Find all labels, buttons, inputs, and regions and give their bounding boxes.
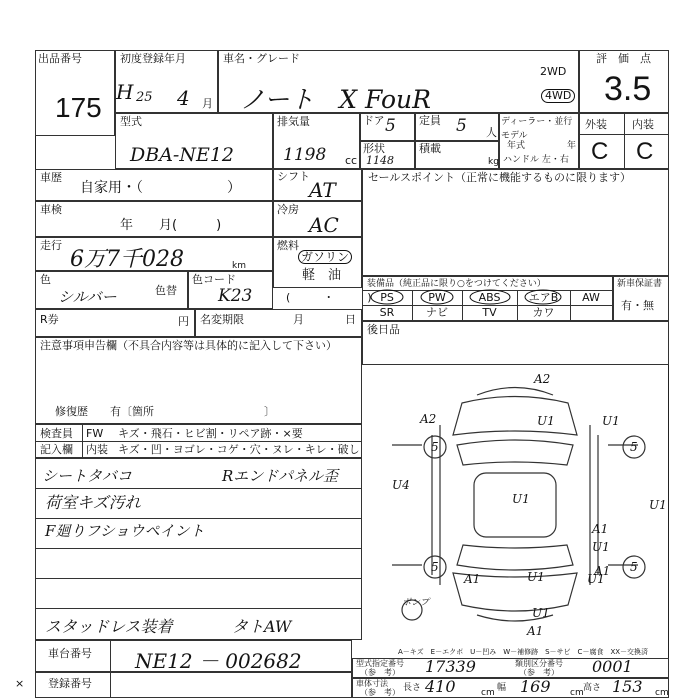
- cap-label: 定員: [419, 114, 441, 127]
- equip-aw: AW: [582, 291, 600, 304]
- name-change-label: 名変期限: [200, 313, 244, 326]
- door-label: ドア: [363, 114, 385, 127]
- mark-u1-right-mid: U1: [592, 540, 610, 554]
- windshield: [457, 440, 573, 465]
- warranty-value: 有・無: [621, 299, 654, 312]
- reg-no-label: 登録番号: [48, 677, 92, 690]
- name-change-day: 日: [345, 313, 356, 326]
- disp-unit: cc: [345, 154, 358, 167]
- length-value: 410: [425, 677, 456, 696]
- drive-2wd: 2WD: [540, 65, 567, 78]
- mark-5-fr: 5: [630, 440, 638, 454]
- name-change-month: 月: [293, 313, 304, 326]
- disp-value: 1198: [283, 145, 327, 165]
- recycle-unit: 円: [178, 315, 189, 328]
- x-mark: ×: [15, 677, 25, 690]
- equip-leather: カワ: [532, 306, 555, 319]
- color-label: 色: [40, 273, 51, 286]
- equip-navi: ナビ: [426, 306, 448, 319]
- chassis-value: NE12 － 002682: [135, 649, 302, 673]
- equip-pw: PW: [428, 291, 446, 304]
- model-value: DBA-NE12: [130, 144, 235, 166]
- model-year-unit: 年: [567, 141, 577, 151]
- remark-line1b: Rエンドパネル歪: [222, 467, 338, 485]
- color-value: シルバー: [58, 288, 117, 306]
- size-label: 車体寸法: [356, 679, 388, 688]
- history-label: 車歴: [40, 171, 62, 184]
- mark-u1-trunk: U1: [527, 570, 545, 584]
- width-label: 幅: [497, 683, 507, 693]
- mark-u1-right-front: U1: [602, 414, 620, 428]
- lot-label: 出品番号: [38, 52, 82, 65]
- remark-line4b: タトAW: [232, 617, 292, 636]
- recycle-label: R券: [40, 313, 59, 326]
- warranty-label: 新車保証書: [617, 279, 663, 289]
- equip-ps: PS: [380, 291, 394, 304]
- repair-label: 修復歴 有〔箇所 〕: [55, 405, 275, 418]
- remark-line2: 荷室キズ汚れ: [45, 493, 141, 512]
- model-spec-value: 17339: [425, 657, 476, 676]
- dealer-label: ディーラー・並行: [501, 117, 573, 127]
- handle-label: ハンドル 左・右: [503, 155, 569, 165]
- caution-label: 注意事項申告欄（不具合内容等は具体的に記入して下さい）: [40, 339, 337, 352]
- mark-u1-hood: U1: [537, 414, 555, 428]
- drive-4wd: 4WD: [541, 89, 575, 103]
- fuel-diesel: 軽 油: [302, 268, 342, 283]
- score-label: 評 価 点: [596, 52, 651, 65]
- recycle-box: [35, 309, 195, 337]
- class-sub: （参 考）: [519, 668, 559, 677]
- mark-a1-right: A1: [592, 522, 609, 536]
- remark-line1: シートタバコ: [42, 467, 132, 485]
- inspection-value: 年 月( ): [120, 218, 222, 233]
- remark-line3: F廻りフショウペイント: [45, 522, 205, 540]
- int-items: キズ・凹・ヨゴレ・コゲ・穴・ヌレ・キレ・破し: [118, 443, 360, 456]
- fuel-label: 燃料: [277, 239, 299, 252]
- right-side: [590, 425, 598, 585]
- equip-label: 装備品（純正品に限り○をつけてください）: [367, 279, 546, 289]
- width-value: 169: [520, 677, 551, 696]
- mark-u1-right-top: U1: [649, 498, 667, 512]
- score-value: 3.5: [604, 70, 652, 108]
- mark-u1-roof: U1: [512, 492, 530, 506]
- mark-a2-front: A2: [534, 372, 551, 386]
- int-grade: C: [636, 138, 654, 165]
- entry-label: 記入欄: [40, 443, 73, 456]
- shape-label: 形状: [363, 142, 385, 155]
- width-unit: cm: [570, 688, 584, 698]
- shift-value: AT: [309, 178, 336, 202]
- car-name: ノート X FouR: [240, 85, 431, 114]
- class-value: 0001: [592, 657, 633, 676]
- color-code-label: 色コード: [192, 273, 236, 286]
- reg-year: 25: [136, 90, 153, 105]
- history-value: 自家用・（ ）: [80, 180, 241, 196]
- chassis-label: 車台番号: [48, 647, 92, 660]
- equip-tv: TV: [482, 306, 497, 319]
- height-unit: cm: [655, 688, 669, 698]
- color-change-label: 色替: [155, 284, 177, 297]
- model-year-sub: 年式: [507, 141, 526, 151]
- cap-value: 5: [456, 116, 467, 136]
- diagram-legend: A－キズ E－エクボ U－凹み W－補修跡 S－サビ C－腐食 XX－交換済: [398, 648, 649, 656]
- km-unit: km: [232, 261, 246, 271]
- ext-items: キズ・飛石・ヒビ割・リペア跡・×要: [118, 427, 303, 440]
- sales-box: [362, 169, 669, 276]
- mark-a1-side: A1: [594, 564, 611, 578]
- mark-5-rl: 5: [431, 560, 439, 574]
- length-label: 長さ: [403, 683, 422, 693]
- remark-line4: スタッドレス装着: [45, 617, 173, 636]
- mark-5-rr: 5: [630, 560, 638, 574]
- reg-month-unit: 月: [202, 97, 213, 110]
- hood-outline: [453, 397, 577, 436]
- mark-a2-left: A2: [420, 412, 437, 426]
- class-label: 類別区分番号: [515, 659, 563, 668]
- mileage-value: 6万7千028: [70, 247, 184, 272]
- fw-label: FW: [86, 427, 104, 440]
- height-value: 153: [612, 677, 643, 696]
- reg-month: 4: [177, 86, 190, 110]
- disp-label: 排気量: [277, 115, 310, 128]
- mark-u1-rear-bumper: U1: [532, 606, 550, 620]
- rear-seat-label: 後日品: [367, 323, 400, 336]
- shape-value: 1148: [366, 154, 394, 167]
- model-spec-label: 型式指定番号: [356, 659, 404, 668]
- color-code-value: K23: [218, 286, 253, 306]
- mark-a1-rear-left: A1: [464, 572, 481, 586]
- shift-label: シフト: [277, 170, 310, 183]
- load-unit: kg: [488, 157, 499, 167]
- rear-box: [362, 321, 669, 365]
- int-label: 内装: [632, 118, 654, 131]
- ac-value: AC: [309, 213, 339, 237]
- mark-a1-rear: A1: [527, 624, 544, 638]
- ext-label: 外装: [585, 118, 607, 131]
- reg-label: 初度登録年月: [120, 52, 186, 65]
- mark-pump: ポンプ: [402, 598, 430, 608]
- sales-label: セールスポイント（正常に機能するものに限ります）: [368, 171, 632, 184]
- ext-grade: C: [591, 138, 609, 165]
- equip-sr: SR: [379, 306, 395, 319]
- mark-u4-left: U4: [392, 478, 410, 492]
- front-bumper: [477, 388, 553, 396]
- equip-airbag: エアB: [528, 291, 559, 304]
- load-label: 積載: [419, 142, 441, 155]
- fuel-gas: ガソリン: [298, 250, 352, 264]
- mileage-label: 走行: [40, 239, 62, 252]
- rear-glass: [457, 545, 573, 570]
- inspector-label: 検査員: [40, 427, 73, 440]
- equip-abs: ABS: [478, 291, 501, 304]
- height-label: 高さ: [583, 683, 602, 693]
- ac-label: 冷房: [277, 203, 299, 216]
- equip-circle-marks: [362, 276, 613, 321]
- length-unit: cm: [481, 688, 495, 698]
- lot-number: 175: [55, 92, 102, 123]
- car-damage-diagram: [362, 365, 669, 640]
- size-sub: （参 考）: [360, 688, 400, 697]
- name-label: 車名・グレード: [223, 52, 300, 65]
- door-value: 5: [385, 116, 396, 136]
- model-year-label: モデル: [501, 131, 528, 141]
- mark-5-fl: 5: [431, 440, 439, 454]
- model-spec-sub: （参 考）: [360, 668, 400, 677]
- cap-unit: 人: [486, 126, 497, 139]
- inspection-label: 車検: [40, 203, 62, 216]
- reg-era: H: [116, 80, 134, 104]
- model-label: 型式: [120, 115, 142, 128]
- int-label-row: 内装: [86, 443, 108, 456]
- mark-u1-rear-right: U1: [587, 572, 605, 586]
